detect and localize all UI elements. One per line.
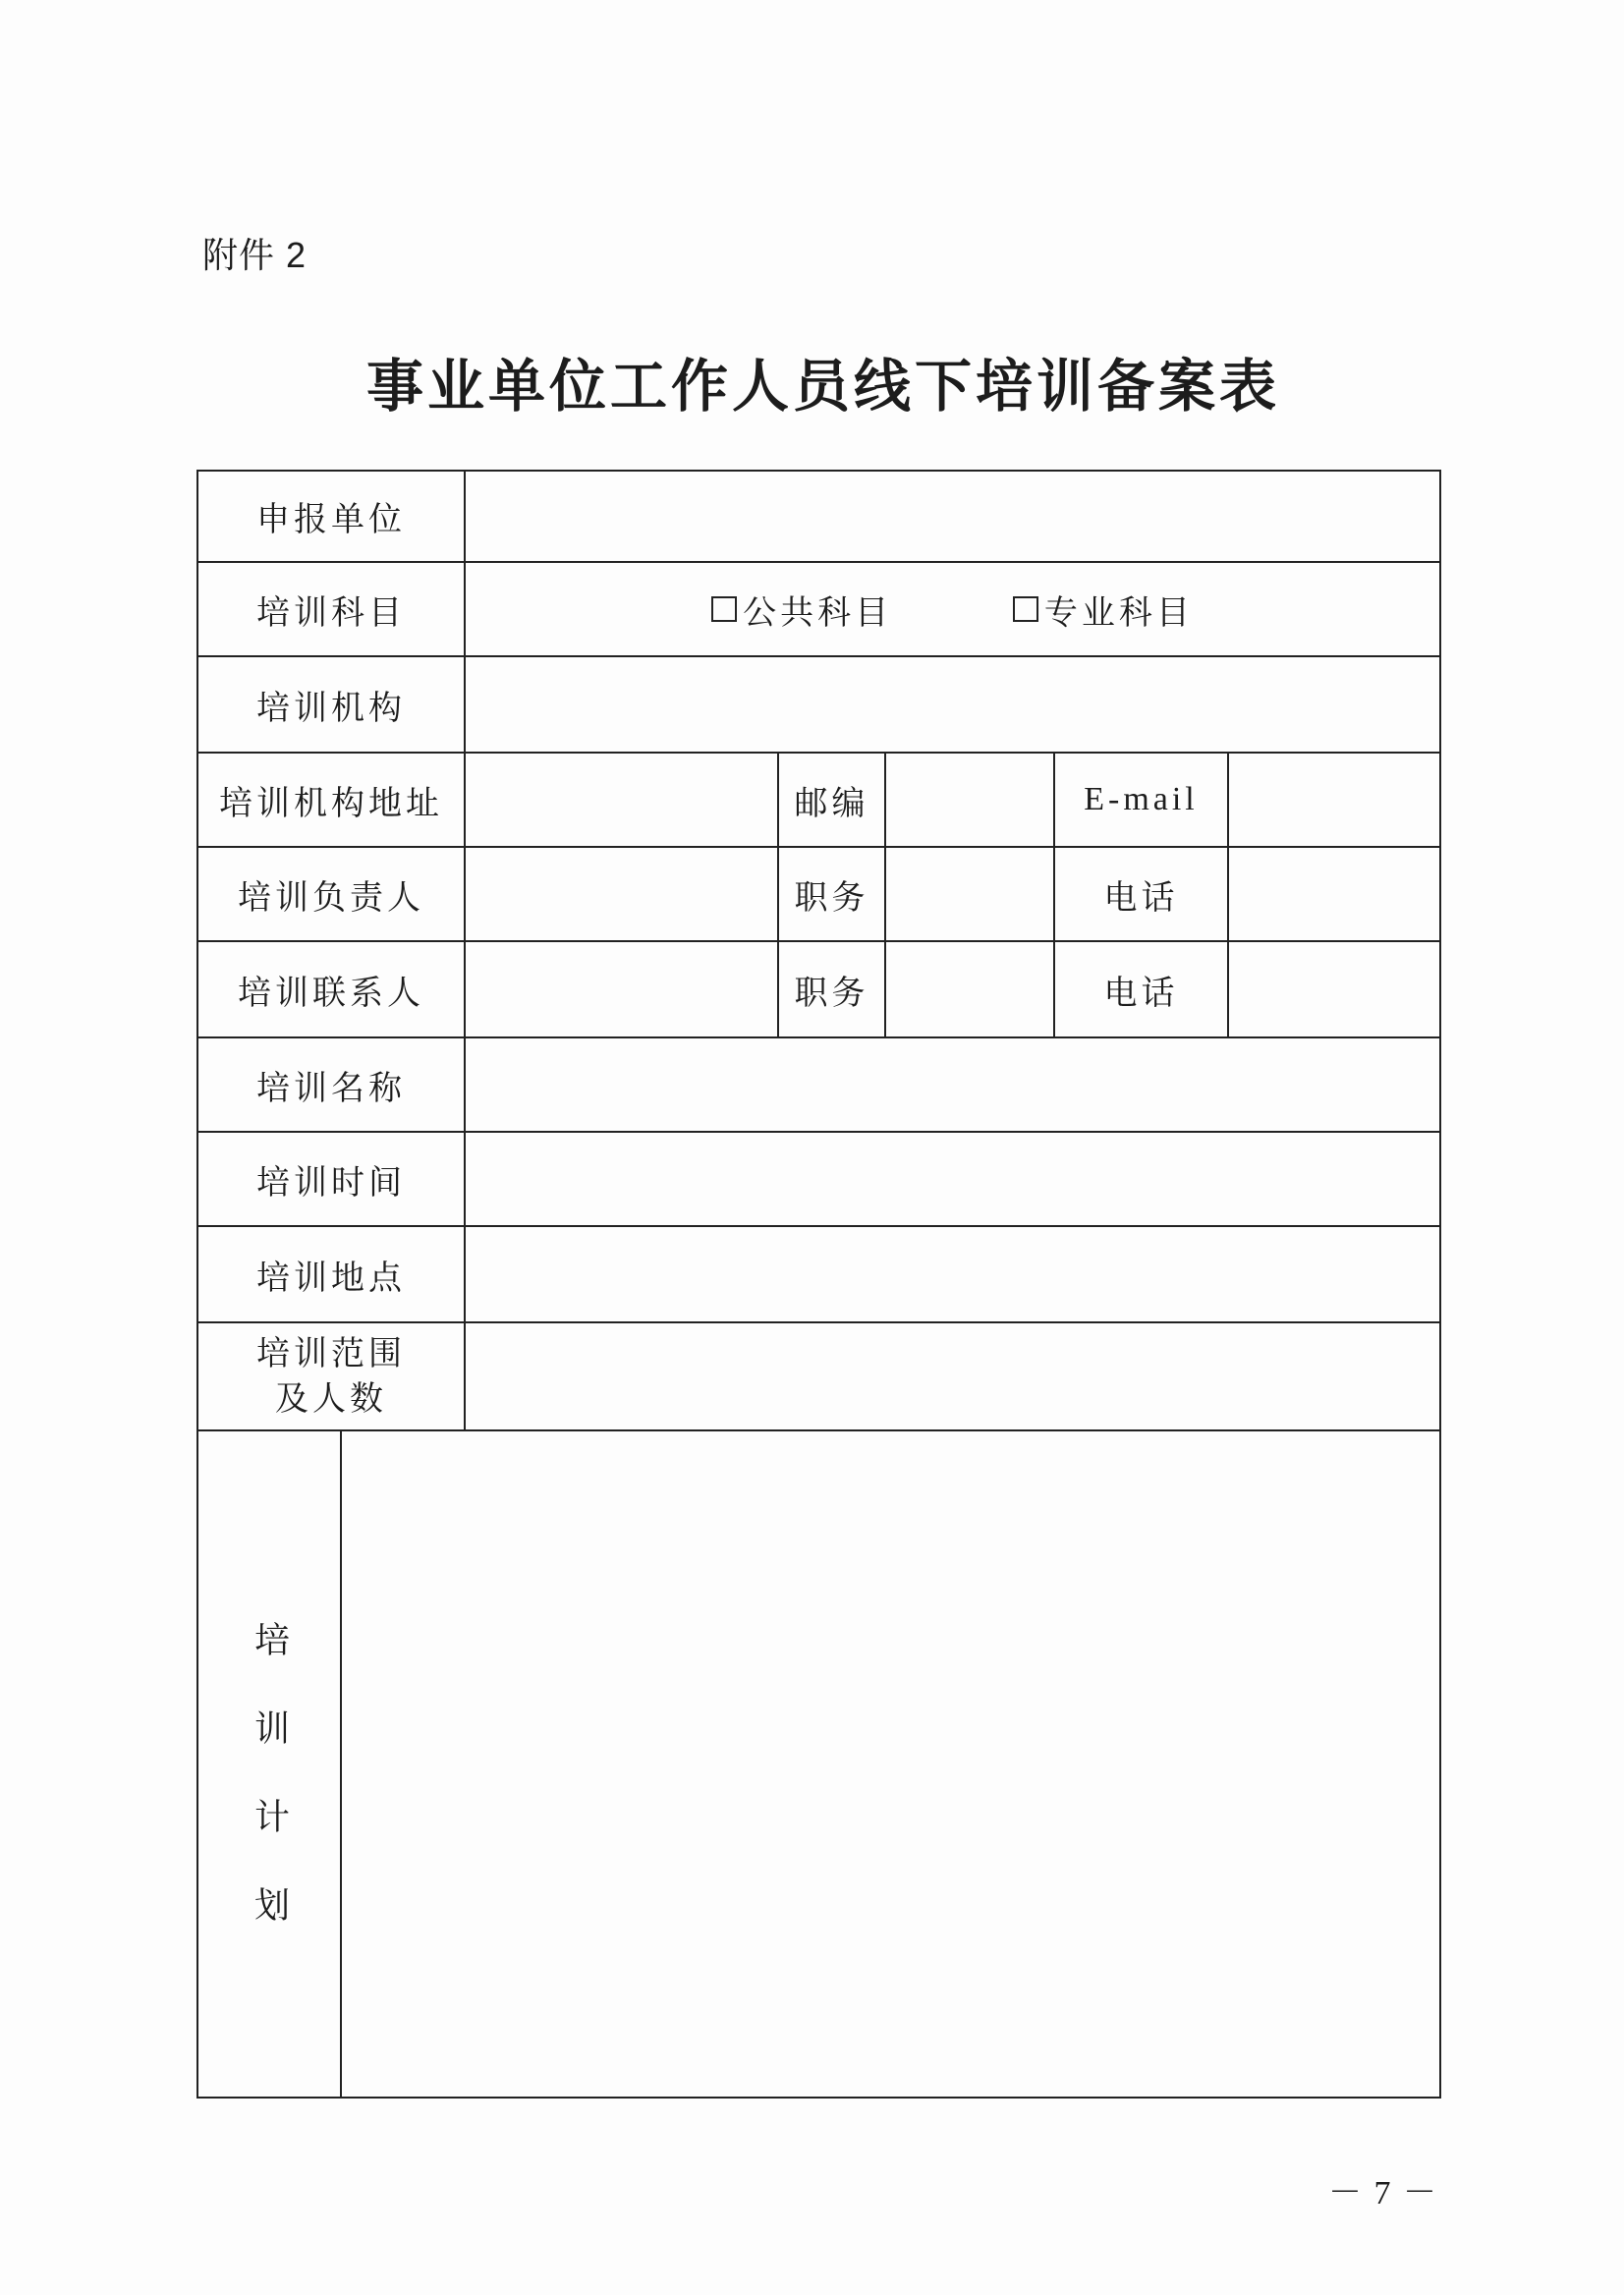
row-training-scope xyxy=(197,1322,1440,1430)
training-plan-label: 培训计划 xyxy=(249,1621,290,1975)
training-location-field[interactable] xyxy=(465,1226,1440,1322)
option-public-subject[interactable] xyxy=(711,586,892,634)
contact-position-field[interactable] xyxy=(885,941,1054,1037)
training-contact-field[interactable] xyxy=(465,941,778,1037)
postcode-field[interactable] xyxy=(885,753,1054,847)
email-field[interactable] xyxy=(1228,753,1440,847)
training-leader-label: 培训负责人 xyxy=(197,847,465,941)
training-contact-label: 培训联系人 xyxy=(197,941,465,1037)
training-scope-label-line-2: 及人数 xyxy=(275,1379,387,1419)
contact-phone-label: 电话 xyxy=(1054,941,1228,1037)
attachment-label: 附件 2 xyxy=(202,235,308,275)
training-plan-field[interactable] xyxy=(341,1430,1440,2098)
row-training-subject xyxy=(197,562,1440,656)
institution-address-field[interactable] xyxy=(465,753,778,847)
row-training-contact xyxy=(197,941,1440,1037)
professional-subject-label: 专业科目 xyxy=(1043,592,1194,633)
option-professional-subject[interactable] xyxy=(1013,586,1194,634)
training-location-label: 培训地点 xyxy=(197,1226,465,1322)
training-scope-label-line-1: 培训范围 xyxy=(256,1334,406,1373)
public-subject-label: 公共科目 xyxy=(743,592,893,633)
leader-position-field[interactable] xyxy=(885,847,1054,941)
leader-phone-label: 电话 xyxy=(1054,847,1228,941)
contact-position-label: 职务 xyxy=(778,941,885,1037)
training-name-field[interactable] xyxy=(465,1037,1440,1132)
training-filing-form xyxy=(196,470,1441,2099)
applicant-unit-field[interactable] xyxy=(465,471,1440,562)
training-subject-label: 培训科目 xyxy=(197,562,465,656)
training-time-label: 培训时间 xyxy=(197,1132,465,1226)
training-name-label: 培训名称 xyxy=(197,1037,465,1132)
postcode-label: 邮编 xyxy=(778,753,885,847)
row-institution-address xyxy=(197,753,1440,847)
row-training-name xyxy=(197,1037,1440,1132)
form-title: 事业单位工作人员线下培训备案表 xyxy=(365,353,1280,420)
training-time-field[interactable] xyxy=(465,1132,1440,1226)
row-training-location xyxy=(197,1226,1440,1322)
training-plan-label-cell xyxy=(197,1430,341,2098)
public-subject-checkbox[interactable] xyxy=(711,596,737,622)
page-number: － 7 － xyxy=(1328,2175,1438,2211)
applicant-unit-label: 申报单位 xyxy=(197,471,465,562)
professional-subject-checkbox[interactable] xyxy=(1013,596,1038,622)
row-applicant-unit xyxy=(197,471,1440,562)
row-training-leader xyxy=(197,847,1440,941)
email-label: E-mail xyxy=(1054,753,1228,847)
leader-phone-field[interactable] xyxy=(1228,847,1440,941)
training-scope-label xyxy=(197,1322,465,1430)
row-training-plan xyxy=(197,1430,1440,2098)
leader-position-label: 职务 xyxy=(778,847,885,941)
institution-address-label: 培训机构地址 xyxy=(197,753,465,847)
training-leader-field[interactable] xyxy=(465,847,778,941)
training-institution-label: 培训机构 xyxy=(197,656,465,753)
training-institution-field[interactable] xyxy=(465,656,1440,753)
training-subject-options xyxy=(465,562,1440,656)
row-training-time xyxy=(197,1132,1440,1226)
row-training-institution xyxy=(197,656,1440,753)
training-scope-field[interactable] xyxy=(465,1322,1440,1430)
contact-phone-field[interactable] xyxy=(1228,941,1440,1037)
